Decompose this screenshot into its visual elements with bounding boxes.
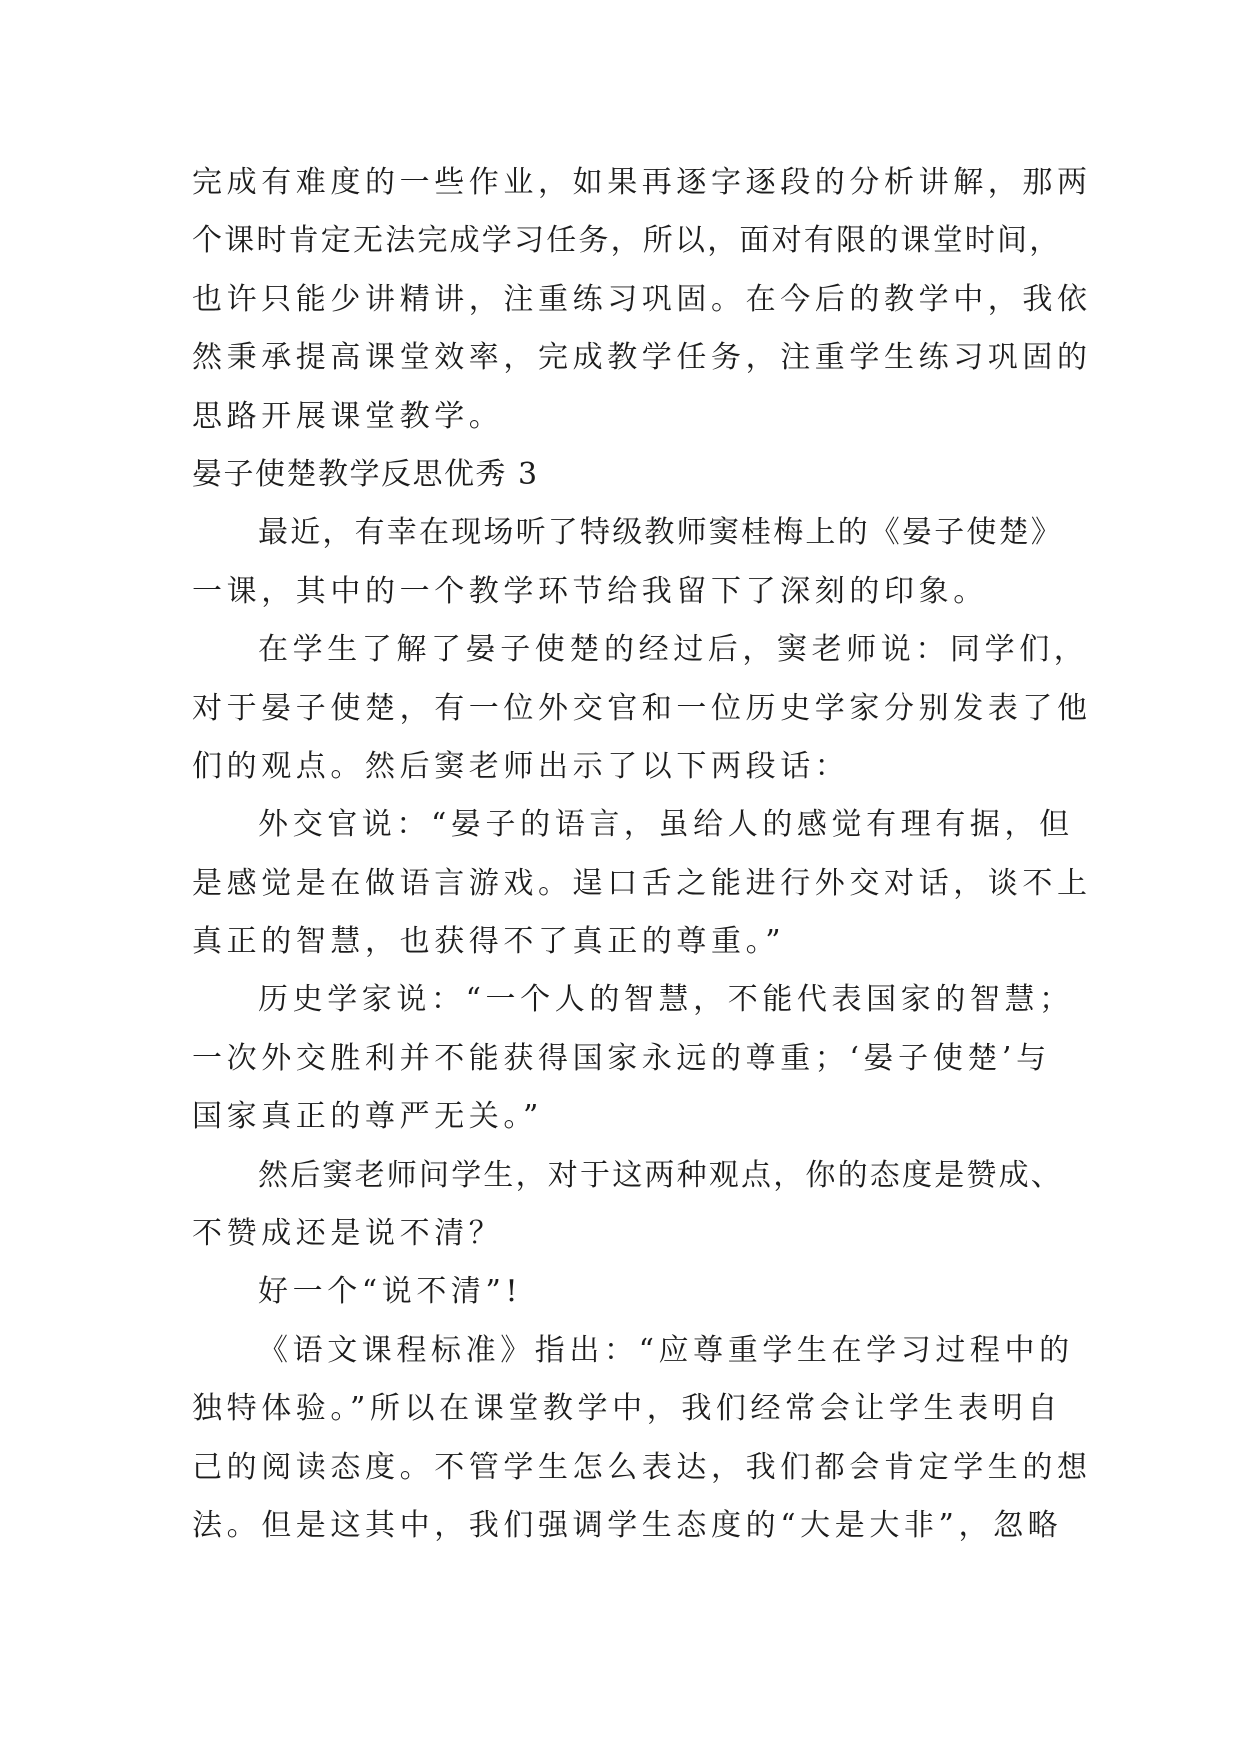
text-line: 不赞成还是说不清？ — [192, 1216, 504, 1252]
text-line: 国家真正的尊严无关。” — [192, 1099, 543, 1135]
text-line: 己的阅读态度。不管学生怎么表达，我们都会肯定学生的想 — [192, 1449, 1092, 1485]
text-line: 历史学家说：“一个人的智慧，不能代表国家的智慧； — [258, 982, 1074, 1018]
text-line: 然后窦老师问学生，对于这两种观点，你的态度是赞成、 — [258, 1157, 1063, 1193]
text-line: 外交官说：“晏子的语言，虽给人的感觉有理有据，但 — [258, 807, 1074, 843]
text-line: 真正的智慧，也获得不了真正的尊重。” — [192, 924, 786, 960]
text-line: 独特体验。”所以在课堂教学中，我们经常会让学生表明自 — [192, 1391, 1062, 1427]
text-line: 《语文课程标准》指出：“应尊重学生在学习过程中的 — [258, 1332, 1074, 1368]
text-line: 个课时肯定无法完成学习任务，所以，面对有限的课堂时间， — [192, 223, 1062, 259]
text-line: 思路开展课堂教学。 — [192, 398, 504, 434]
body-text — [192, 154, 1092, 1555]
text-line: 也许只能少讲精讲，注重练习巩固。在今后的教学中，我依 — [192, 281, 1092, 317]
text-line: 们的观点。然后窦老师出示了以下两段话： — [192, 748, 850, 784]
text-line: 最近，有幸在现场听了特级教师窦桂梅上的《晏子使楚》 — [258, 515, 1063, 551]
text-line: 好一个“说不清”! — [258, 1274, 523, 1310]
text-line: 在学生了解了晏子使楚的经过后，窦老师说：同学们， — [258, 632, 1089, 668]
text-line: 对于晏子使楚，有一位外交官和一位历史学家分别发表了他 — [192, 690, 1092, 726]
text-line: 法。但是这其中，我们强调学生态度的“大是大非”，忽略 — [192, 1507, 1063, 1543]
text-line: 完成有难度的一些作业，如果再逐字逐段的分析讲解，那两 — [192, 165, 1092, 200]
text-line: 一课，其中的一个教学环节给我留下了深刻的印象。 — [192, 573, 988, 609]
text-line: 是感觉是在做语言游戏。逞口舌之能进行外交对话，谈不上 — [192, 865, 1092, 901]
text-line: 然秉承提高课堂效率，完成教学任务，注重学生练习巩固的 — [192, 340, 1092, 376]
text-line: 一次外交胜利并不能获得国家永远的尊重；‘晏子使楚’与 — [192, 1040, 1051, 1076]
section-heading: 晏子使楚教学反思优秀 3 — [192, 456, 539, 492]
